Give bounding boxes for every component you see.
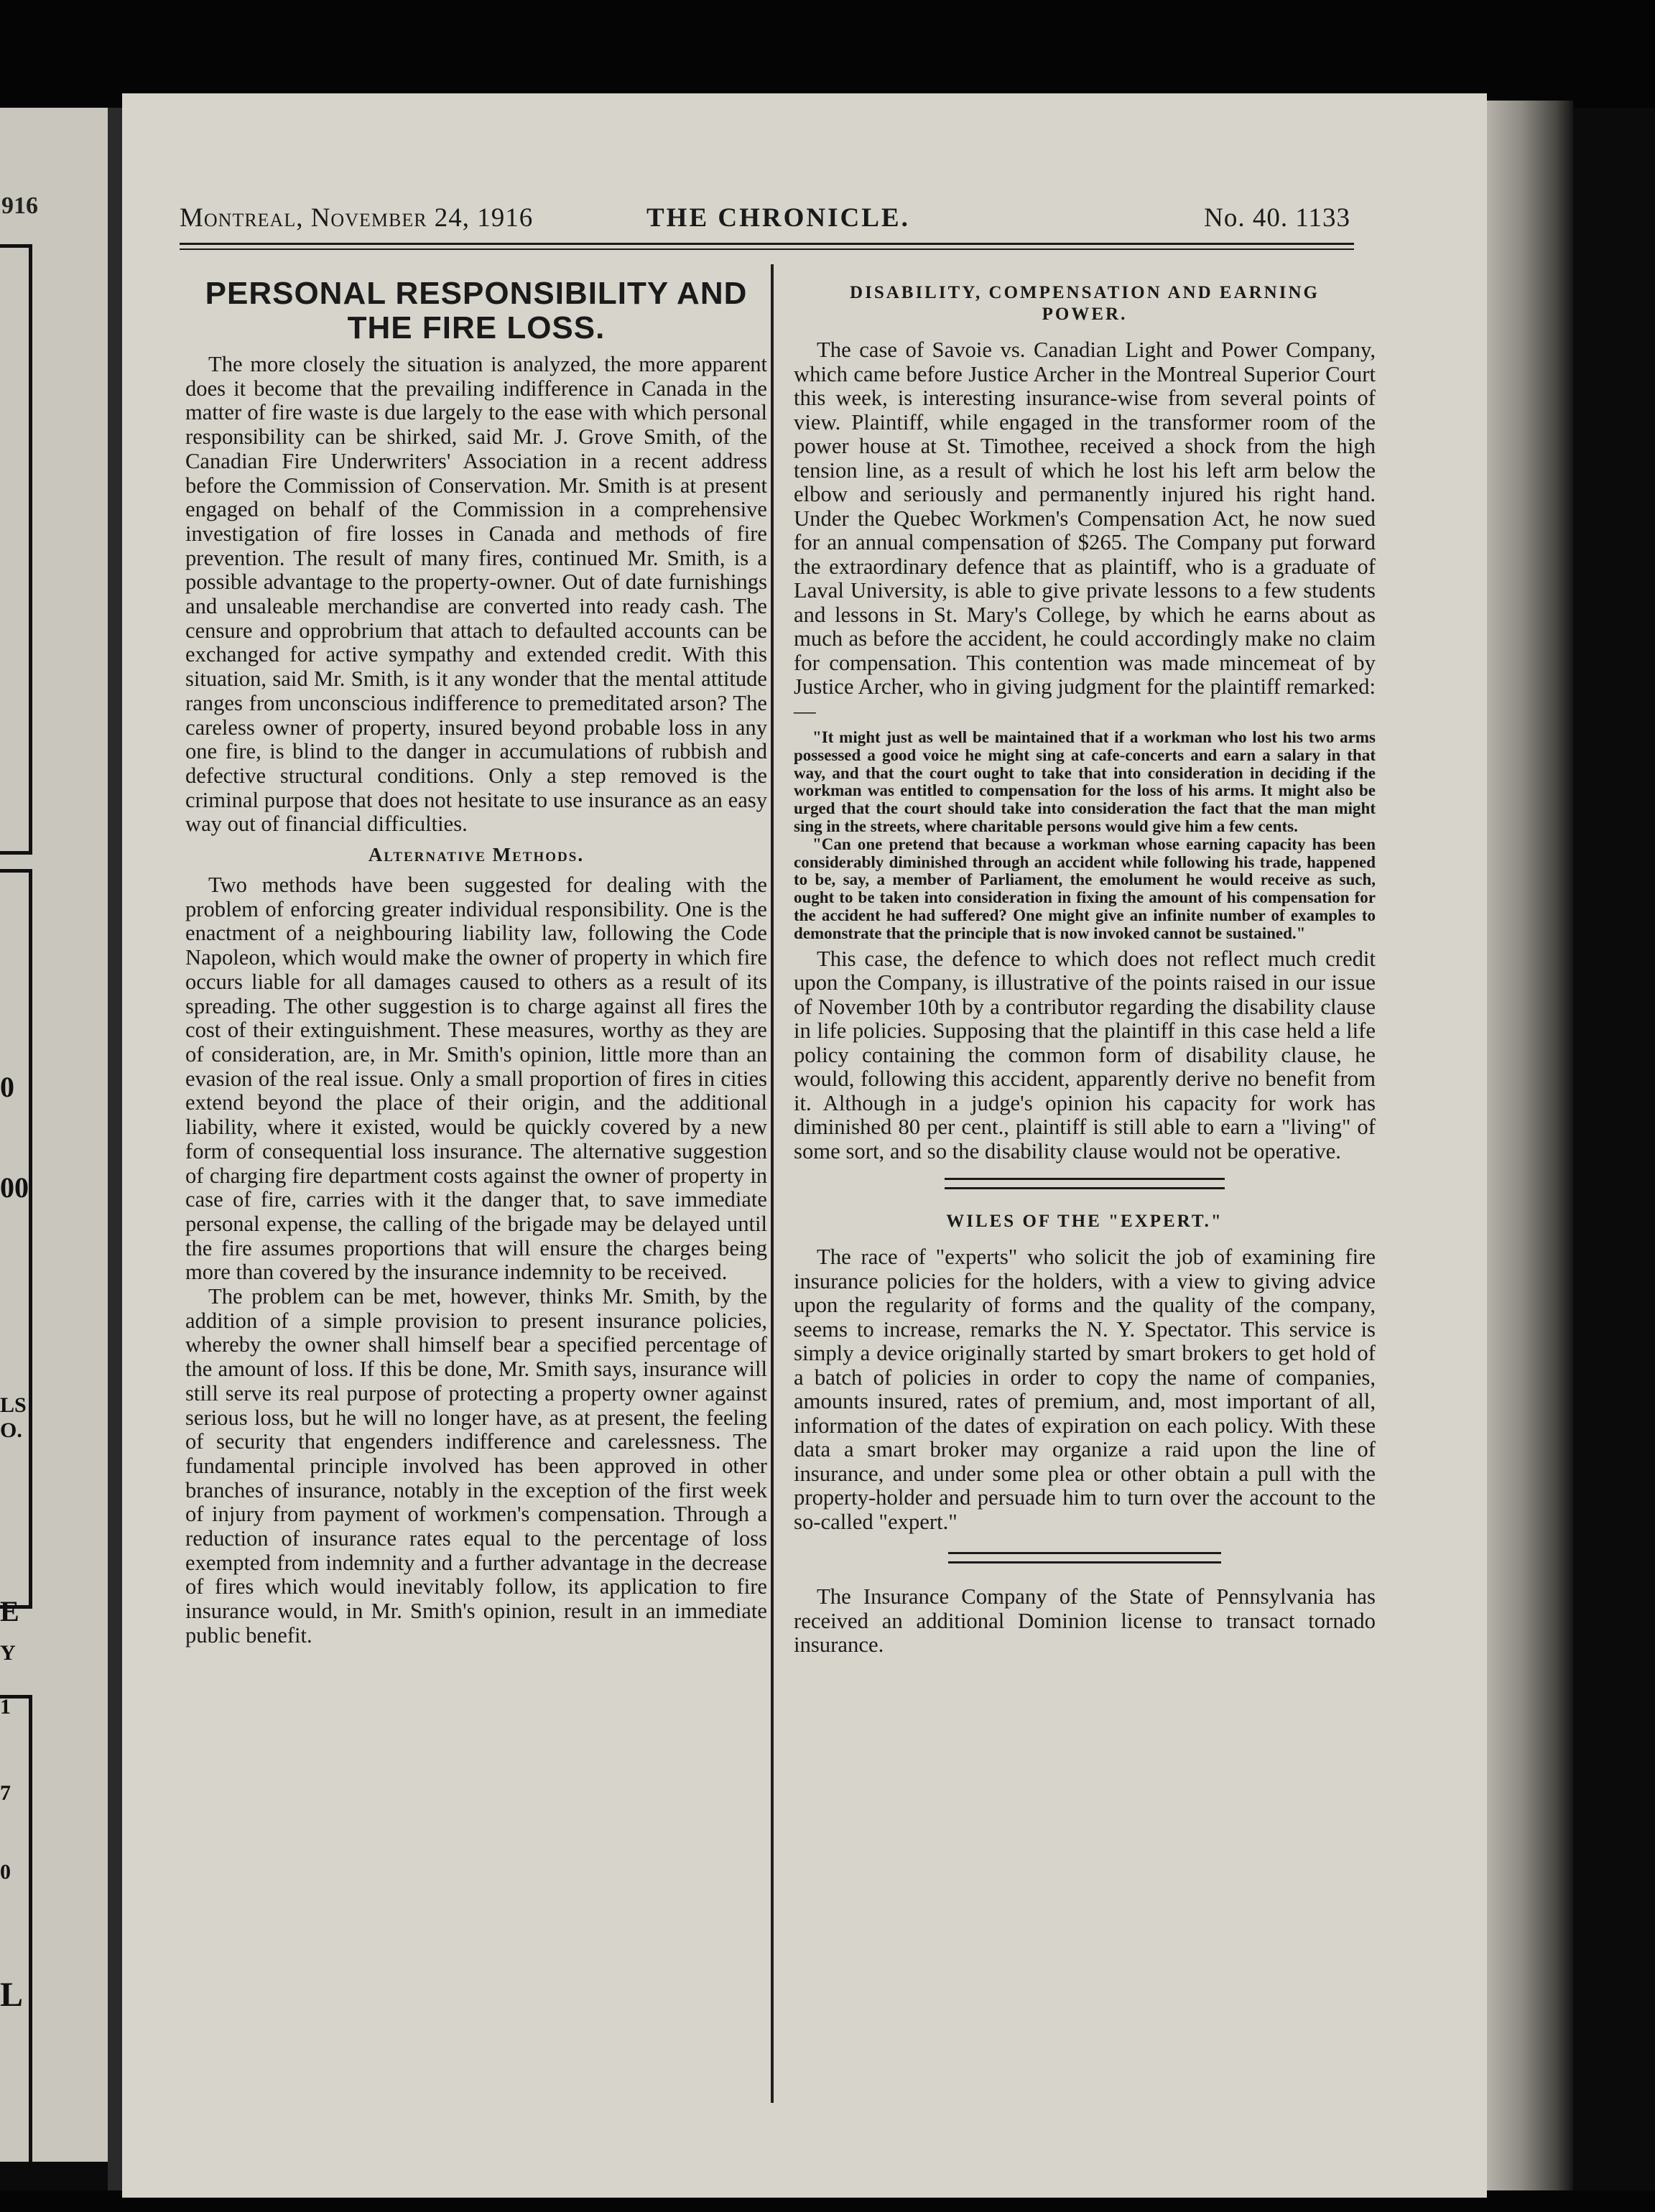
article-paragraph: The Insurance Company of the State of Pennsylvania has received an additional Dominion license to transact tornado insurance. (794, 1584, 1376, 1658)
section-separator (948, 1552, 1221, 1563)
article-headline: WILES OF THE "EXPERT." (946, 1212, 1223, 1232)
judgment-quote (794, 729, 1376, 943)
article-paragraph: The case of Savoie vs. Canadian Light and Power Company, which came before Justice Archer in the Montreal Superior Court this week, is interesting insurance-wise from several points of view. Plaintiff, while engaged in the transformer room of the power house at St. Timothee, received a shock from the high tension line, as a result of which he lost his left arm below the elbow and seriously and permanently injured his right hand. Under the Quebec Workmen's Compensation Act, he now sued for an annual compensation of $265. The Company put forward the extraordinary defence that as plaintiff, who is a graduate of Laval University, is able to give private lessons to a few students and lessons in St. Mary's College, by which he earns about as much as before the accident, he could accordingly make no claim for compensation. This contention was made mincemeat of by Justice Archer, who in giving judgment for the plaintiff remarked:— (794, 338, 1376, 723)
quote-paragraph: "Can one pretend that because a workman whose earning capacity has been considerably diminished through an accident while following his trade, happened to be, say, a member of Parliament, the emolument he would receive as such, ought to be taken into consideration in fixing the amount of his compensation for the accident he had suffered? One might give an infinite number of examples to demonstrate that the principle that is now invoked cannot be sustained." (794, 835, 1376, 942)
article-subhead: Alternative Methods. (368, 844, 585, 866)
facing-page-fragment-text: 00 (0, 1171, 29, 1204)
running-head (180, 203, 1350, 236)
facing-page-fragment (0, 108, 108, 2162)
headline-line: POWER. (1042, 305, 1128, 324)
facing-page-fragment-text: Y (0, 1641, 16, 1665)
book-gutter (108, 108, 122, 2190)
facing-page-number: 916 (1, 192, 38, 219)
article-headline (794, 282, 1376, 325)
facing-page-box (0, 869, 32, 1609)
header-rule (180, 248, 1354, 250)
article-headline (185, 276, 767, 345)
facing-page-fragment-text: 0 (0, 1071, 14, 1103)
article-paragraph: The problem can be met, however, thinks Mr. Smith, by the addition of a simple provision to present insurance policies, whereby the owner shall himself bear a specified percentage of the amount of loss. If this be done, Mr. Smith says, insurance will still serve its real purpose of protecting a property owner against serious loss, but he will no longer have, as at present, the feeling of security that engenders indifference and carelessness. The fundamental principle involved has been approved in other branches of insurance, notably in the exception of the first week of injury from payment of workmen's compensation. Through a reduction of insurance rates equal to the percentage of loss exempted from indemnity and a further advantage in the decrease of fires which would inevitably follow, its application to fire insurance would, in Mr. Smith's opinion, result in an immediate public benefit. (185, 1284, 767, 1648)
page-edge-shadow (1487, 101, 1573, 2190)
headline-line: THE FIRE LOSS. (347, 310, 606, 345)
running-head-date: Montreal, November 24, 1916 (180, 203, 534, 233)
article-paragraph: Two methods have been suggested for dealing with the problem of enforcing greater individual responsibility. One is the enactment of a neighbouring liability law, following the Code Napoleon, which would make the owner of property in which fire occurs liable for all damages caused to others as a result of its spreading. The other suggestion is to charge against all fires the cost of their extinguishment. These measures, worthy as they are of consideration, are, in Mr. Smith's opinion, little more than an evasion of the real issue. Only a small proportion of fires in cities extend beyond the place of their origin, and the additional liability, where it existed, would be quickly covered by a new form of consequential loss insurance. The alternative suggestion of charging fire department costs against the owner of property in case of fire, carries with it the danger that, to save immediate personal expense, the calling of the brigade may be delayed until the fire assumes proportions that will ensure the charges being more than covered by the insurance indemnity to be received. (185, 873, 767, 1285)
right-column (794, 276, 1376, 1658)
facing-page-fragment-text: LS (0, 1393, 27, 1417)
facing-page-fragment-text: E (0, 1595, 19, 1627)
film-border-top (0, 0, 1655, 108)
headline-line: DISABILITY, COMPENSATION AND EARNING (850, 283, 1320, 302)
article-paragraph: The more closely the situation is analyzed, the more apparent does it become that the prevailing indifference in Canada in the matter of fire waste is due largely to the ease with which personal responsibility can be shirked, said Mr. J. Grove Smith, of the Canadian Fire Underwriters' Association in a recent address before the Commission of Conservation. Mr. Smith is at present engaged on behalf of the Commission in a comprehensive investigation of fire losses in Canada and methods of fire prevention. The result of many fires, continued Mr. Smith, is a possible advantage to the property-owner. Out of date furnishings and unsaleable merchandise are converted into ready cash. The censure and opprobrium that attach to defaulted accounts can be exchanged for active sympathy and extended credit. With this situation, said Mr. Smith, is it any wonder that the mental attitude ranges from unconscious indifference to premeditated arson? The careless owner of property, insured beyond probable loss in any one fire, is blind to the danger in accumulations of rubbish and defective structural conditions. Only a step removed is the criminal purpose that does not hesitate to use insurance as an easy way out of financial difficulties. (185, 352, 767, 837)
column-divider (771, 264, 774, 2103)
facing-page-fragment-text: L (0, 1976, 24, 2014)
facing-page-fragment-text: 7 (0, 1781, 11, 1805)
section-separator (945, 1178, 1225, 1189)
running-head-title: THE CHRONICLE. (646, 203, 910, 233)
facing-page-box (0, 244, 32, 855)
left-column (185, 276, 767, 1648)
quote-paragraph: "It might just as well be maintained that if a workman who lost his two arms possessed a good voice he might sing at cafe-concerts and earn a salary in that way, and that the court ought to take that into consideration in deciding if the workman was entitled to compensation for the loss of his arms. It might also be urged that the court should take into consideration the fact that the man might sing in the streets, where charitable persons would give him a few cents. (794, 728, 1376, 835)
header-rule (180, 243, 1354, 245)
article-paragraph: This case, the defence to which does not reflect much credit upon the Company, is illustrative of the points raised in our issue of November 10th by a contributor regarding the disability clause in life policies. Supposing that the plaintiff in this case held a life policy containing the common form of disability clause, he would, following this accident, apparently derive no benefit from it. Although in a judge's opinion his capacity for work has diminished 80 per cent., plaintiff is still able to earn a "living" of some sort, and so the disability clause would not be operative. (794, 946, 1376, 1163)
headline-line: PERSONAL RESPONSIBILITY AND (205, 276, 748, 311)
facing-page-box (0, 1695, 32, 2162)
facing-page-fragment-text: O. (0, 1418, 22, 1442)
facing-page-fragment-text: 0 (0, 1860, 11, 1884)
article-paragraph: The race of "experts" who solicit the job of examining fire insurance policies for the holders, with a view to giving advice upon the regularity of forms and the quality of the company, seems to increase, remarks the N. Y. Spectator. This service is simply a device originally started by smart brokers to get hold of a batch of policies in order to copy the name of companies, amounts insured, rates of premium, and, most important of all, information of the dates of expiration on each policy. With these data a smart broker may organize a raid upon the line of insurance, and under some plea or other obtain a pull with the property-holder and persuade him to turn over the account to the so-called "expert." (794, 1245, 1376, 1534)
running-head-number: No. 40. 1133 (1204, 203, 1350, 233)
facing-page-fragment-text: 1 (0, 1695, 11, 1719)
